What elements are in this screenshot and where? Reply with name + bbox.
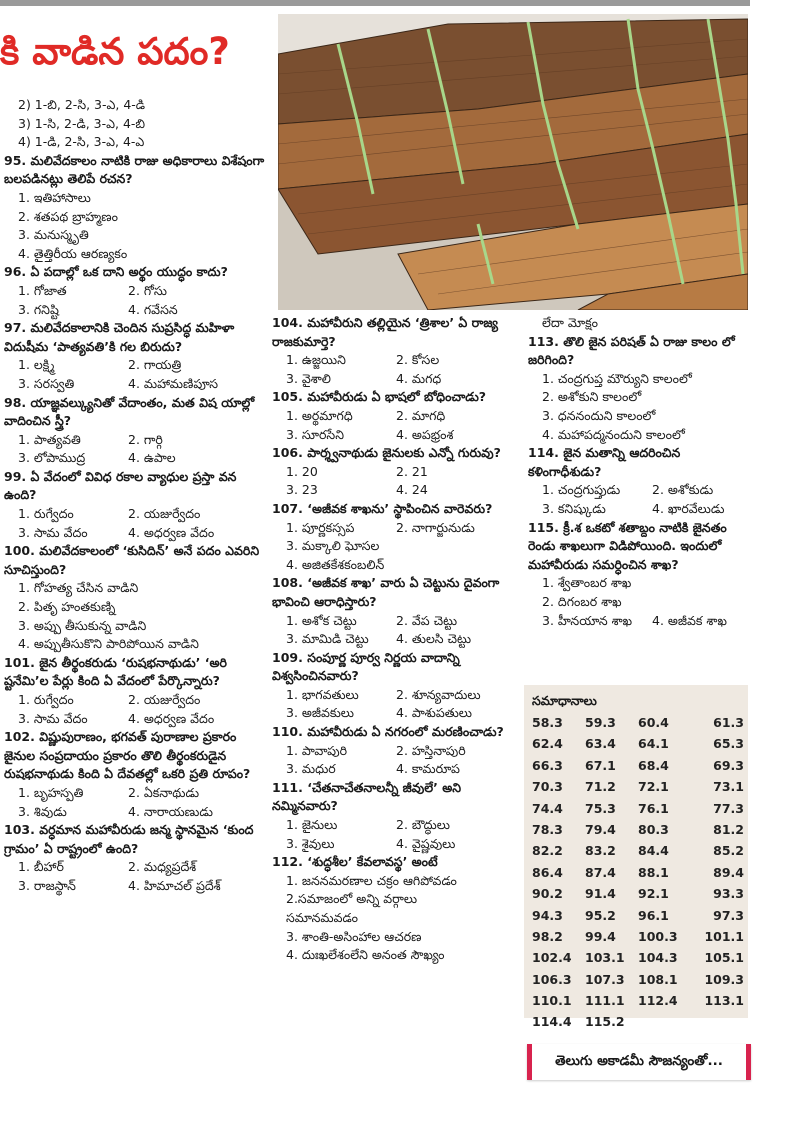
answer-cell: 88.1	[638, 864, 669, 880]
option-text: 2. శతపథ బ్రాహ్మణం	[18, 208, 118, 224]
question-text: 99. ఏ వేదంలో వివిధ రకాల వ్యాధుల ప్రస్తా వన ఉంది?	[4, 468, 237, 503]
answer-cell: 76.1	[638, 800, 669, 816]
option-text: 4. కామరూప	[396, 761, 460, 777]
answer-cell: 61.3	[713, 715, 744, 730]
option-text: 2. అశోకుడు	[652, 482, 714, 498]
top-rule	[0, 0, 750, 6]
question-text: 105. మహావీరుడు ఏ భాషలో బోధించాడు?	[272, 389, 487, 405]
option-text: 4. నారాయణుడు	[128, 803, 213, 819]
option-pair	[272, 612, 522, 631]
answer-cell: 81.2	[713, 821, 744, 837]
answer-row	[532, 822, 744, 843]
answer-cell: 73.1	[713, 779, 744, 795]
answer-cell: 82.2	[532, 843, 563, 859]
answer-cell: 100.3	[638, 928, 678, 944]
credit-label: తెలుగు అకాడమీ సౌజన్యంతో...	[527, 1044, 751, 1080]
answer-cell: 86.4	[532, 864, 563, 880]
answer-cell: 70.3	[532, 779, 563, 795]
answer-cell: 107.3	[585, 971, 625, 987]
option-text: 3. మధుర	[286, 761, 336, 777]
answer-row	[532, 736, 744, 757]
answers-title: సమాధానాలు	[532, 693, 597, 708]
answers-panel	[524, 685, 748, 1030]
answer-cell: 85.2	[713, 843, 744, 859]
option-text: 4. పాశుపతులు	[396, 705, 472, 721]
option-pair	[272, 704, 522, 723]
answer-cell: 103.1	[585, 950, 625, 966]
option-text: 3. శైవులు	[286, 835, 335, 851]
answer-cell: 58.3	[532, 715, 563, 730]
option-text: 3. మనుస్మృతి	[18, 227, 89, 243]
option-text: 2. 21	[396, 463, 428, 479]
option-pair	[272, 686, 522, 705]
option-text: 4. దుఃఖలేశంలేని అనంత సౌఖ్యం	[286, 947, 445, 963]
column-left	[4, 96, 266, 896]
option-text: 2. యజుర్వేదం	[128, 506, 201, 522]
option-text: 1. పాత్యవతి	[18, 431, 81, 447]
answer-row	[532, 865, 744, 886]
answer-row	[532, 929, 744, 950]
answer-cell: 115.2	[585, 1014, 625, 1030]
answer-row	[532, 779, 744, 800]
option-text: 4. హిమాచల్ ప్రదేశ్	[128, 877, 221, 893]
question-text: 98. యాజ్ఞవల్క్యునితో వేదాంతం, మత విష యాల్లో వాదించిన స్త్రీ?	[4, 394, 255, 429]
option-text: 2. హస్తినాపురి	[396, 742, 466, 758]
answer-cell: 79.4	[585, 821, 616, 837]
option-text: 1. 20	[286, 463, 318, 479]
answer-cell: 80.3	[638, 821, 669, 837]
option-text: సమానమవడం	[286, 910, 358, 925]
option-text: 3) 1-సి, 2-డి, 3-ఎ, 4-బి	[18, 115, 146, 131]
option-text: 2. శూన్యవాదులు	[396, 686, 481, 702]
option-text: 3. మామిడి చెట్టు	[286, 631, 369, 647]
answer-cell: 97.3	[713, 907, 744, 923]
answer-cell: 69.3	[713, 757, 744, 773]
answer-cell: 106.3	[532, 971, 572, 987]
answer-row	[532, 950, 744, 971]
option-text: 3. లోపాముద్ర	[18, 450, 86, 466]
option-text: 2.సమాజంలో అన్ని వర్గాలు	[286, 891, 418, 907]
option-text: 1. ఇతిహాసాలు	[18, 189, 91, 205]
option-text: 1. శ్వేతాంబర శాఖ	[542, 575, 632, 591]
option-text: 3. అప్పు తీసుకున్న వాడిని	[18, 617, 147, 633]
option-pair	[4, 877, 266, 896]
option-pair	[528, 500, 748, 519]
answer-cell: 65.3	[713, 736, 744, 752]
answer-cell: 87.4	[585, 864, 616, 880]
option-text: 4. తులసి చెట్టు	[396, 631, 472, 647]
option-text: 1. రుగ్వేదం	[18, 692, 74, 707]
option-text: 3. సూరసేని	[286, 426, 344, 442]
option-text: 4. అజీవక శాఖ	[652, 612, 727, 628]
option-pair	[4, 710, 266, 729]
option-text: 1. అర్థమాగధి	[286, 407, 353, 423]
option-text: 4. అప్పుతీసుకొని పారిపోయిన వాడిని	[18, 636, 199, 652]
answer-row	[532, 758, 744, 779]
question-text: 103. వర్ధమాన మహావీరుడు జన్మ స్థానమైన ‘కుంద గ్రామం’ ఏ రాష్ట్రంలో ఉంది?	[4, 822, 254, 856]
question-text: 104. మహావీరుని తల్లియైన ‘త్రిశాల’ ఏ రాజ్య రాజకుమార్తె?	[272, 315, 499, 349]
option-text: 1. ఉజ్జయిని	[286, 352, 346, 368]
option-pair	[4, 858, 266, 877]
answer-cell: 94.3	[532, 907, 563, 923]
answer-cell: 77.3	[713, 800, 744, 816]
option-text: 1. పూర్ణకస్సప	[286, 519, 355, 535]
option-text: 2. మాగధి	[396, 407, 446, 423]
question-text: 97. మలివేదకాలానికి చెందిన సుప్రసిద్ధ మహిళా విదుషీమ ‘పాత్యవతి’కి గల బిరుదు?	[4, 320, 235, 354]
option-pair	[272, 519, 522, 538]
option-pair	[4, 449, 266, 468]
page-title: కి వాడిన పదం?	[0, 30, 230, 73]
column-right	[528, 314, 748, 630]
question-text: 96. ఏ పదాల్లో ఒక దాని అర్థం యుద్ధం కాదు?	[4, 264, 228, 280]
answer-cell: 59.3	[585, 715, 616, 730]
answer-row	[532, 801, 744, 822]
answer-cell: 72.1	[638, 779, 669, 795]
answer-cell: 63.4	[585, 736, 616, 752]
option-pair	[272, 816, 522, 835]
answer-cell: 112.4	[638, 993, 678, 1009]
option-text: 2. అశోకుని కాలంలో	[542, 389, 642, 405]
answer-cell: 114.4	[532, 1014, 572, 1030]
option-text: 2. పితృ హంతకుణ్ని	[18, 599, 116, 615]
answers-grid	[532, 715, 744, 1036]
option-text: 2. మధ్యప్రదేశ్	[128, 859, 197, 875]
option-text: లేదా మోక్షం	[542, 315, 598, 330]
option-text: 4. వైష్ణవులు	[396, 835, 456, 851]
option-text: 1. పావాపురి	[286, 742, 347, 758]
answer-cell: 89.4	[713, 864, 744, 880]
option-text: 3. ధననందుని కాలంలో	[542, 407, 656, 423]
option-pair	[272, 835, 522, 854]
option-text: 3. 23	[286, 482, 318, 498]
answer-cell: 101.1	[704, 928, 744, 944]
answer-cell: 62.4	[532, 736, 563, 752]
palm-leaf-manuscripts-photo	[278, 14, 748, 310]
answer-cell: 104.3	[638, 950, 678, 966]
option-pair	[272, 370, 522, 389]
answer-row	[532, 993, 744, 1014]
option-text: 1. జైనులు	[286, 817, 338, 833]
question-text: 108. ‘అజీవక శాఖ’ వారు ఏ చెట్టును దైవంగా భావించి ఆరాధిస్తారు?	[272, 575, 500, 609]
option-text: 1. చంద్రగుప్త మౌర్యుని కాలంలో	[542, 370, 692, 386]
answer-cell: 64.1	[638, 736, 669, 752]
option-text: 3. మక్కాలి ఘోసల	[286, 538, 380, 554]
question-text: 111. ‘చేతనాచేతనాలన్నీ జీవులే’ అని నమ్మినవారు?	[272, 779, 461, 814]
answer-cell: 108.1	[638, 971, 678, 987]
option-text: 4. మహామణిపూస	[128, 375, 219, 391]
option-pair	[4, 375, 266, 394]
question-text: 112. ‘శుద్ధశీల’ కేవలావస్థ’ అంటే	[272, 854, 438, 870]
answer-cell: 92.1	[638, 886, 669, 902]
answer-cell: 96.1	[638, 907, 669, 923]
question-text: 109. సంపూర్ణ పూర్వ నిర్ణయ వాదాన్ని విశ్వసించినవారు?	[272, 649, 460, 684]
question-text: 115. క్రీ.శ ఒకటో శతాబ్దం నాటికి జైనతం రెండు శాఖలుగా విడిపోయింది. ఇందులో మహావీరుడు సమర్ధించిన శాఖ?	[528, 519, 727, 572]
answer-row	[532, 972, 744, 993]
answer-cell: 95.2	[585, 907, 616, 923]
question-text: 101. జైన తీర్థంకరుడు ‘రుషభనాథుడు’ ‘అరి ష్టనేమి’ల పేర్లు కింది ఏ వేదంలో పేర్కొన్నారు?	[4, 654, 227, 689]
question-text: 102. విష్ణుపురాణం, భగవత్ పురాణాల ప్రకారం జైనుల సంప్రదాయం ప్రకారం తొలి తీర్థంకరుడైన రుషభనాథుడు కింది ఏ దేవతల్లో ఒకరి ప్రతి రూపం?	[4, 729, 251, 782]
option-text: 4. గవేసన	[128, 301, 178, 317]
option-text: 2. కోసల	[396, 352, 440, 368]
answer-cell: 66.3	[532, 757, 563, 773]
option-pair	[272, 742, 522, 761]
option-text: 3. కనిష్కుడు	[542, 500, 606, 516]
option-text: 4. అధర్వణ వేదం	[128, 710, 215, 726]
option-text: 4. అజితకేశకంబలిన్	[286, 556, 385, 572]
option-pair	[272, 407, 522, 426]
option-pair	[4, 784, 266, 803]
option-text: 3. గనిష్టి	[18, 301, 59, 317]
answer-cell: 99.4	[585, 928, 616, 944]
option-text: 2. దిగంబర శాఖ	[542, 593, 622, 609]
option-text: 3. రాజస్థాన్	[18, 877, 76, 893]
option-pair	[528, 612, 748, 631]
answer-cell: 68.4	[638, 757, 669, 773]
option-text: 4. 24	[396, 482, 428, 498]
answer-cell: 74.4	[532, 800, 563, 816]
question-text: 110. మహావీరుడు ఏ నగరంలో మరణించాడు?	[272, 724, 504, 740]
option-text: 2. గార్గి	[128, 431, 163, 447]
option-pair	[4, 691, 266, 710]
answer-cell: 110.1	[532, 993, 572, 1009]
answer-cell: 71.2	[585, 779, 616, 795]
option-text: 4. అధర్వణ వేదం	[128, 524, 215, 540]
option-text: 2. బౌద్ధులు	[396, 817, 450, 833]
column-middle	[272, 314, 522, 965]
answer-cell: 75.3	[585, 800, 616, 816]
question-text: 106. పార్శ్వనాథుడు జైనులకు ఎన్నో గురువు?	[272, 445, 501, 461]
answer-cell: 84.4	[638, 843, 669, 859]
option-text: 4. మహాపద్మనందుని కాలంలో	[542, 426, 685, 442]
option-text: 2) 1-బి, 2-సి, 3-ఎ, 4-డి	[18, 97, 146, 112]
option-text: 1. బృహస్పతి	[18, 784, 84, 800]
option-pair	[272, 351, 522, 370]
option-pair	[272, 463, 522, 482]
option-text: 3. హీనయాన శాఖ	[542, 612, 633, 628]
option-text: 2. యజుర్వేదం	[128, 692, 201, 707]
option-text: 1. రుగ్వేదం	[18, 506, 74, 522]
answer-cell: 109.3	[704, 971, 744, 987]
option-text: 4. ఉపాల	[128, 450, 176, 466]
option-text: 1. జననమరణాల చక్రం ఆగిపోవడం	[286, 872, 457, 888]
option-text: 2. గోసు	[128, 282, 167, 298]
question-text: 107. ‘అజీవక శాఖను’ స్థాపించిన వారెవరు?	[272, 500, 493, 516]
option-text: 3. అజీవకులు	[286, 705, 354, 721]
option-text: 4. మగధ	[396, 370, 442, 386]
option-text: 1. లక్ష్మి	[18, 357, 55, 373]
option-text: 3. సరస్వతి	[18, 375, 75, 391]
answer-row	[532, 843, 744, 864]
option-text: 3. శాంతి-అసింహాల ఆచరణ	[286, 928, 422, 944]
answer-cell: 60.4	[638, 715, 669, 730]
answer-cell: 67.1	[585, 757, 616, 773]
answer-cell: 78.3	[532, 821, 563, 837]
option-text: 1. అశోక చెట్టు	[286, 612, 357, 628]
option-text: 1. చంద్రగుప్తుడు	[542, 482, 621, 498]
answer-row	[532, 1014, 744, 1035]
answer-cell: 90.2	[532, 886, 563, 902]
answer-row	[532, 715, 744, 736]
option-pair	[528, 481, 748, 500]
option-pair	[4, 431, 266, 450]
option-text: 4. తైత్తిరీయ ఆరణ్యకం	[18, 245, 128, 261]
answer-cell	[638, 1014, 691, 1035]
option-text: 2. నాగార్జునుడు	[396, 519, 475, 535]
answer-cell: 98.2	[532, 928, 563, 944]
option-pair	[4, 505, 266, 524]
question-text: 113. తొలి జైన పరిషత్ ఏ రాజు కాలం లో జరిగింది?	[528, 333, 735, 368]
option-pair	[4, 356, 266, 375]
option-pair	[4, 803, 266, 822]
answer-row	[532, 886, 744, 907]
option-text: 4. ఖారవేలుడు	[652, 500, 725, 516]
option-text: 4. అపభ్రంశ	[396, 426, 454, 442]
option-pair	[4, 524, 266, 543]
answer-cell	[691, 1014, 744, 1035]
option-text: 2. గాయత్రి	[128, 357, 182, 373]
answer-cell: 91.4	[585, 886, 616, 902]
option-text: 3. శివుడు	[18, 803, 67, 819]
answer-cell: 111.1	[585, 993, 625, 1009]
option-pair	[4, 282, 266, 301]
answer-cell: 102.4	[532, 950, 572, 966]
option-text: 3. వైశాలి	[286, 370, 331, 386]
option-text: 2. ఏకనాథుడు	[128, 784, 200, 800]
option-text: 1. బీహార్	[18, 859, 64, 875]
option-pair	[272, 630, 522, 649]
question-text: 100. మలివేదకాలంలో ‘కుసిదిన్’ అనే పదం ఎవరిని సూచిస్తుంది?	[4, 543, 260, 577]
option-text: 3. సామ వేదం	[18, 710, 88, 726]
answer-cell: 83.2	[585, 843, 616, 859]
option-pair	[4, 301, 266, 320]
option-text: 1. భాగవతులు	[286, 686, 359, 702]
answer-cell: 113.1	[704, 993, 744, 1009]
option-text: 2. వేప చెట్టు	[396, 612, 458, 628]
question-text: 114. జైన మతాన్ని ఆదరించిన కళింగాధీశుడు?	[528, 445, 681, 479]
answer-cell: 105.1	[704, 950, 744, 966]
option-text: 3. సామ వేదం	[18, 524, 88, 540]
answer-cell: 93.3	[713, 886, 744, 902]
option-text: 1. గోజాత	[18, 282, 67, 298]
answer-row	[532, 908, 744, 929]
question-text: 95. మలివేదకాలం నాటికి రాజు అధికారాలు విశేషంగా బలపడినట్లు తెలిపే రచన?	[4, 152, 265, 187]
option-text: 1. గోహత్య చేసిన వాడిని	[18, 580, 139, 596]
option-pair	[272, 426, 522, 445]
option-text: 4) 1-డి, 2-సి, 3-ఎ, 4-ఎ	[18, 134, 145, 150]
option-pair	[272, 760, 522, 779]
option-pair	[272, 481, 522, 500]
